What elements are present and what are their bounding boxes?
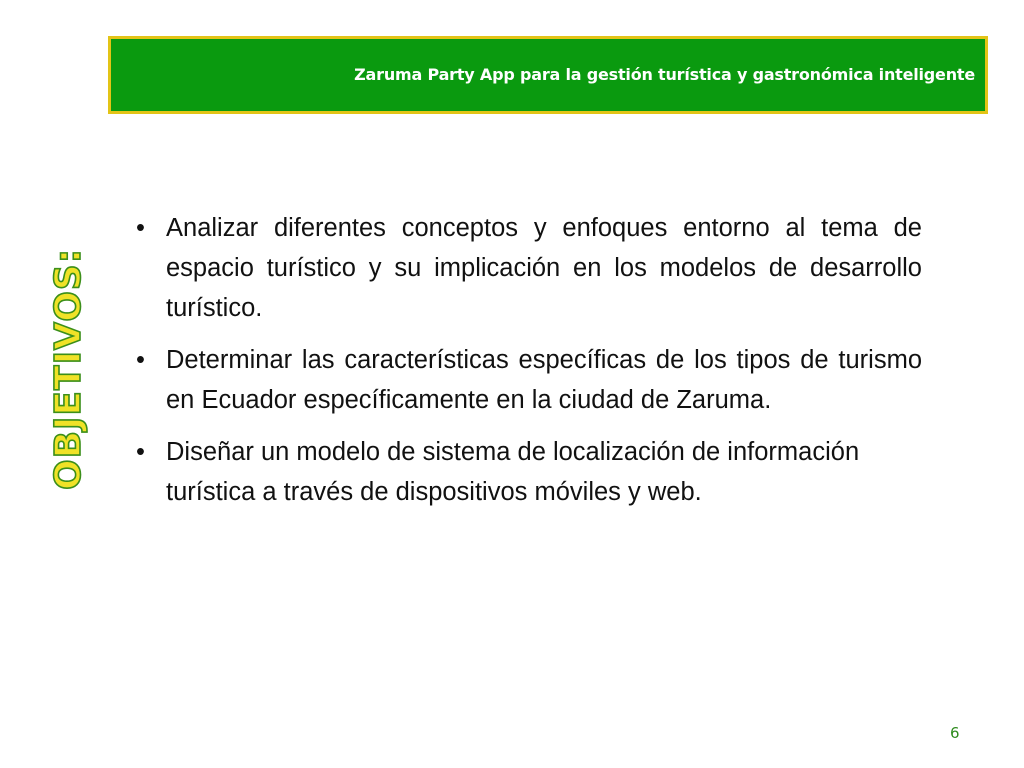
objectives-label: OBJETIVOS: xyxy=(48,247,89,490)
slide-title: Zaruma Party App para la gestión turística y gastronómica inteligente xyxy=(354,65,975,84)
bullet-icon: • xyxy=(136,346,145,374)
header-banner xyxy=(108,36,988,114)
list-item xyxy=(136,432,922,512)
objective-text: Determinar las características específicas de los tipos de turismo en Ecuador específicamente en la ciudad de Zaruma. xyxy=(166,346,922,414)
objective-text: Diseñar un modelo de sistema de localización de información turística a través de dispositivos móviles y web. xyxy=(166,438,860,506)
list-item xyxy=(136,208,922,328)
bullet-icon: • xyxy=(136,214,145,242)
list-item xyxy=(136,340,922,420)
objective-text: Analizar diferentes conceptos y enfoques entorno al tema de espacio turístico y su implicación en los modelos de desarrollo turístico. xyxy=(166,214,922,322)
bullet-icon: • xyxy=(136,438,145,466)
page-number: 6 xyxy=(950,724,960,742)
objectives-list xyxy=(136,208,922,524)
